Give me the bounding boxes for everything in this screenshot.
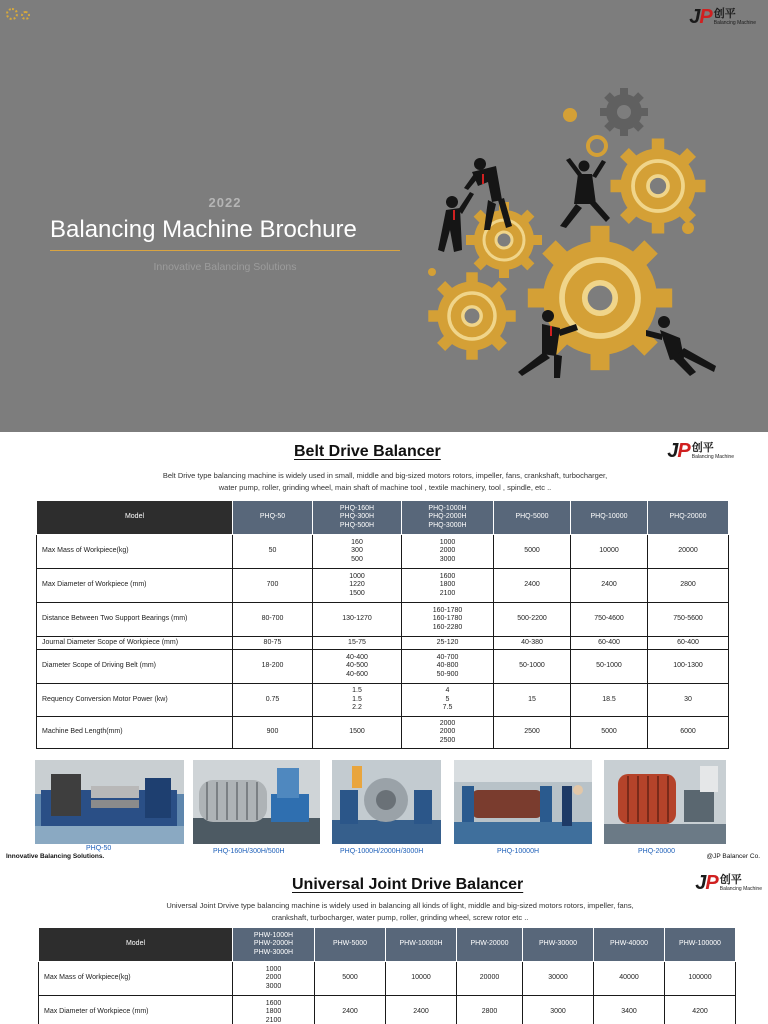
spec-value: 18-200 [233,650,313,684]
spec-value: 1000 1220 1500 [313,569,402,603]
spec-label: Machine Bed Length(mm) [37,717,233,749]
table-row [39,996,736,1024]
spec-value: 80-700 [233,603,313,637]
spec-value: 500-2200 [494,603,571,637]
universal-joint-title: Universal Joint Drive Balancer [292,876,524,893]
spec-value: 100000 [665,962,736,996]
spec-value: 50-1000 [494,650,571,684]
spec-value: 10000 [571,535,648,569]
spec-value: 40-700 40-800 50-900 [402,650,494,684]
table-row [37,717,729,749]
spec-value: 50 [233,535,313,569]
coin-icon [682,222,694,234]
spec-value: 3400 [594,996,665,1024]
spec-label: Max Mass of Workpiece(kg) [37,535,233,569]
model-column-header: PHW-10000H [386,928,457,962]
table-row [37,637,729,650]
photo-caption: PHQ-1000H/2000H/3000H [340,848,424,855]
photo-caption: PHQ-50 [86,845,112,852]
spec-value: 25-120 [402,637,494,650]
spec-value: 4200 [665,996,736,1024]
spec-value: 20000 [648,535,729,569]
company-logo: JP 创平 Balancing Machine [667,440,734,462]
gear-icon [428,272,515,359]
model-column-header: PHQ-20000 [648,501,729,535]
gear-icon [611,139,706,234]
model-column-header: PHW-30000 [523,928,594,962]
belt-drive-title: Belt Drive Balancer [294,443,441,460]
spec-value: 2400 [494,569,571,603]
spec-value: 40-380 [494,637,571,650]
table-row [37,535,729,569]
model-column-header: PHW-1000H PHW-2000H PHW-3000H [233,928,315,962]
teamwork-gears-illustration [420,80,740,390]
model-header: Model [39,928,233,962]
spec-value: 40-400 40-500 40-600 [313,650,402,684]
spec-value: 10000 [386,962,457,996]
spec-value: 1600 1800 2100 [402,569,494,603]
cover-title: Balancing Machine Brochure [50,216,357,243]
spec-label: Max Mass of Workpiece(kg) [39,962,233,996]
spec-label: Journal Diameter Scope of Workpiece (mm) [37,637,233,650]
photo-caption: PHQ-20000 [638,848,675,855]
spec-value: 2500 [494,717,571,749]
table-row [39,962,736,996]
product-photo-phq-20000 [604,760,726,844]
spec-value: 60-400 [648,637,729,650]
universal-joint-description: Universal Joint Drvive type balancing machine is widely used in balancing all kinds of light, middle and big-sized motors rotors, impeller, fans, crankshaft, turbocharger, water pump, roller, grinding wheel, screw rotor etc .. [166,901,634,922]
product-photo-phq-10000h [454,760,592,844]
spec-value: 100-1300 [648,650,729,684]
spec-value: 40000 [594,962,665,996]
gray-gear-icon [600,88,648,136]
spec-label: Distance Between Two Support Bearings (mm) [37,603,233,637]
spec-value: 160-1780 160-1780 160-2280 [402,603,494,637]
model-column-header: PHQ-50 [233,501,313,535]
spec-value: 5000 [494,535,571,569]
spec-value: 1.5 1.5 2.2 [313,684,402,717]
table-row [37,569,729,603]
spec-value: 15-75 [313,637,402,650]
model-column-header: PHW-5000 [315,928,386,962]
spec-value: 6000 [648,717,729,749]
spec-value: 4 5 7.5 [402,684,494,717]
table-header-row [37,501,729,535]
spec-value: 750-4600 [571,603,648,637]
spec-value: 2800 [648,569,729,603]
spec-value: 5000 [571,717,648,749]
brochure-cover [0,0,768,432]
spec-value: 900 [233,717,313,749]
model-column-header: PHQ-5000 [494,501,571,535]
footer-copyright: @JP Balancer Co. [706,853,760,860]
spec-value: 2800 [457,996,523,1024]
spec-value: 30 [648,684,729,717]
universal-joint-spec-table [38,927,736,1024]
product-photo-phq-50 [35,760,184,844]
product-photo-phq-1000h [332,760,441,844]
spec-value: 0.75 [233,684,313,717]
spec-value: 160 300 500 [313,535,402,569]
spec-value: 2400 [386,996,457,1024]
model-column-header: PHQ-10000 [571,501,648,535]
table-header-row [39,928,736,962]
spec-value: 5000 [315,962,386,996]
spec-value: 130-1270 [313,603,402,637]
model-header: Model [37,501,233,535]
product-photo-phq-160h [193,760,320,844]
company-logo: JP 创平 Balancing Machine [689,6,756,28]
table-row [37,603,729,637]
photo-caption: PHQ-160H/300H/500H [213,848,285,855]
spec-label: Requency Conversion Motor Power (kw) [37,684,233,717]
spec-label: Diameter Scope of Driving Belt (mm) [37,650,233,684]
spec-value: 50-1000 [571,650,648,684]
spec-value: 2400 [315,996,386,1024]
coin-icon [563,108,577,122]
footer-tagline: Innovative Balancing Solutions. [6,853,105,860]
spec-value: 2400 [571,569,648,603]
model-column-header: PHW-20000 [457,928,523,962]
coin-icon [428,268,436,276]
spec-label: Max Diameter of Workpiece (mm) [37,569,233,603]
photo-caption: PHQ-10000H [497,848,540,855]
company-logo: JP 创平 Balancing Machine [695,872,762,894]
spec-value: 2000 2000 2500 [402,717,494,749]
spec-value: 1500 [313,717,402,749]
model-column-header: PHW-40000 [594,928,665,962]
model-column-header: PHW-100000 [665,928,736,962]
cover-year: 2022 [208,195,242,210]
spec-value: 700 [233,569,313,603]
belt-drive-description: Belt Drive type balancing machine is widely used in small, middle and big-sized motors rotors, impeller, fans, crankshaft, turbocharger, water pump, roller, grinding wheel, main shaft of machine tool , textile machinery, tool , spindle, etc .. [162,471,608,492]
spec-value: 80-75 [233,637,313,650]
model-column-header: PHQ-160H PHQ-300H PHQ-500H [313,501,402,535]
cover-subtitle: Innovative Balancing Solutions [153,261,297,273]
spec-value: 60-400 [571,637,648,650]
spec-value: 3000 [523,996,594,1024]
spec-value: 1000 2000 3000 [402,535,494,569]
spec-label: Max Diameter of Workpiece (mm) [39,996,233,1024]
belt-drive-spec-table [36,500,729,749]
decorative-dots [6,8,30,20]
spec-value: 30000 [523,962,594,996]
small-ring-icon [588,137,606,155]
table-row [37,684,729,717]
spec-value: 1000 2000 3000 [233,962,315,996]
title-underline [50,250,400,251]
spec-value: 15 [494,684,571,717]
spec-value: 18.5 [571,684,648,717]
spec-value: 1600 1800 2100 [233,996,315,1024]
model-column-header: PHQ-1000H PHQ-2000H PHQ-3000H [402,501,494,535]
spec-value: 20000 [457,962,523,996]
spec-value: 750-5600 [648,603,729,637]
table-row [37,650,729,684]
